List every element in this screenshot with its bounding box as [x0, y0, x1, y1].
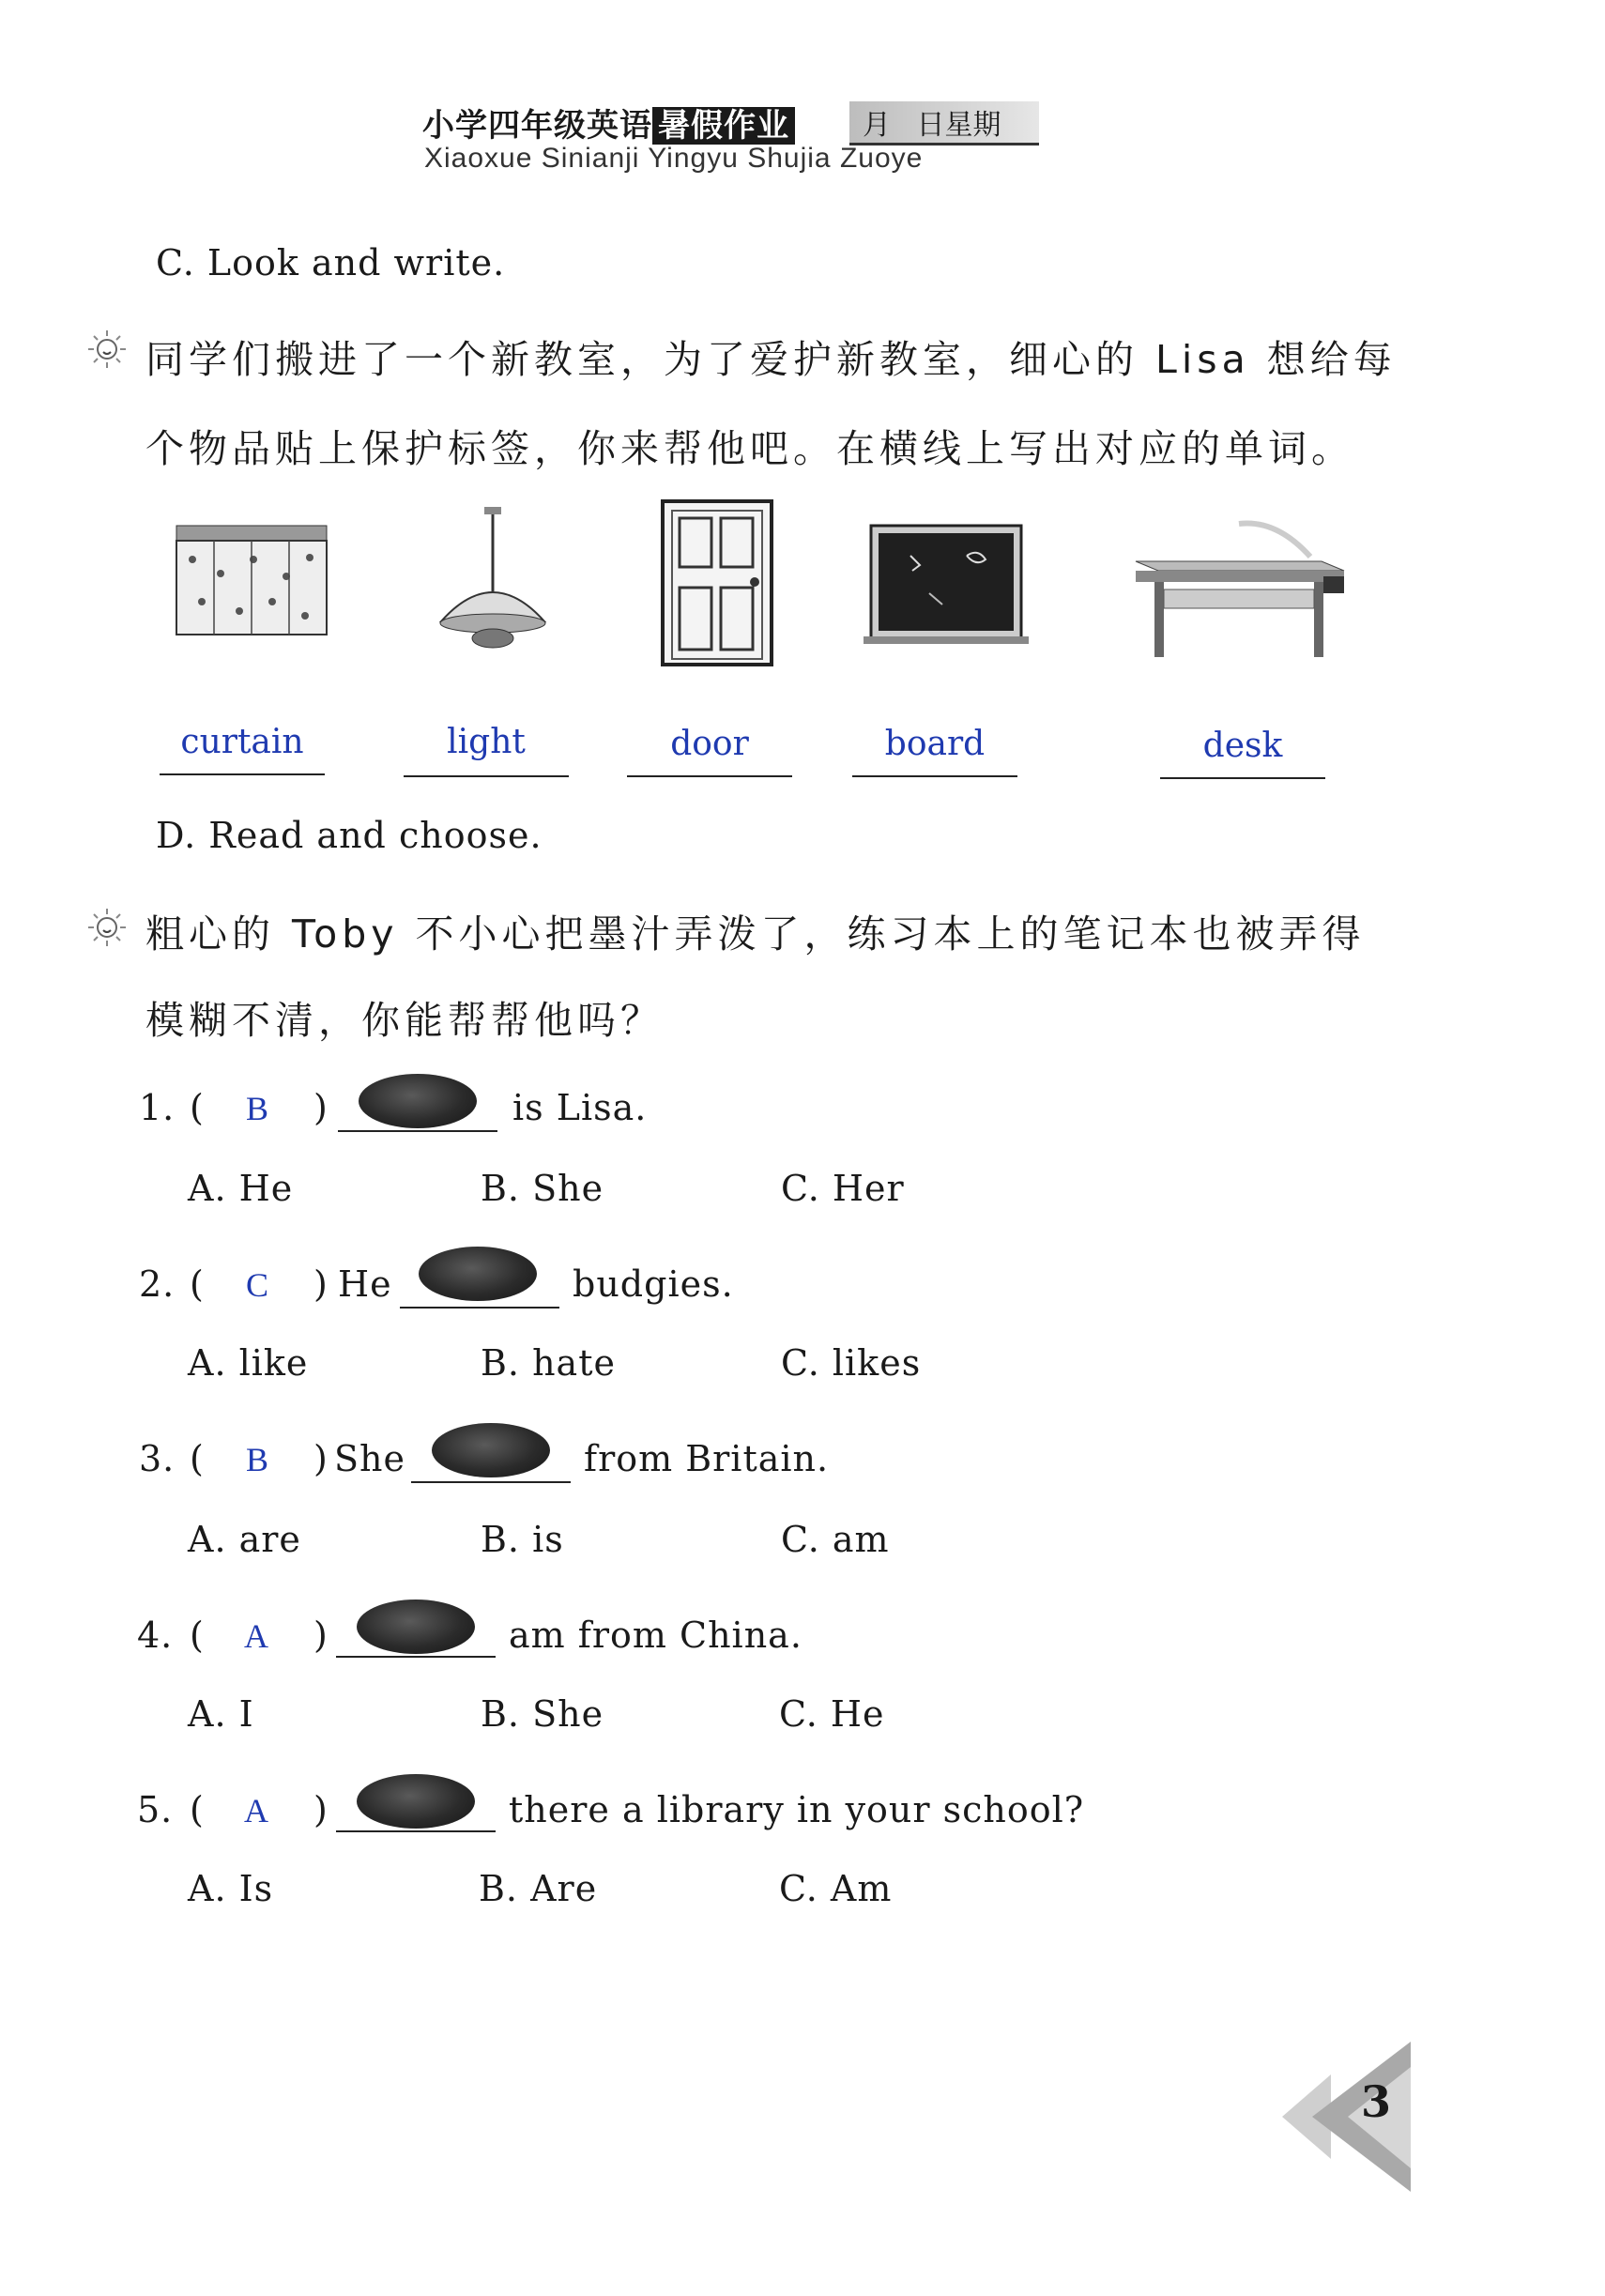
curtain-icon: [169, 522, 334, 644]
sun-icon: [86, 329, 128, 370]
section-d-instruction-1: 粗心的 Toby 不小心把墨汁弄泼了，练习本上的笔记本也被弄得: [145, 911, 1366, 957]
question-2-answer: C: [246, 1266, 269, 1304]
answer-word-2: light: [447, 723, 526, 761]
question-3-number: 3.: [139, 1438, 176, 1479]
blank-line: [400, 1307, 559, 1309]
question-4-open-paren: (: [190, 1615, 205, 1656]
question-5-option-a: A. Is: [188, 1868, 274, 1909]
question-1-after: is Lisa.: [512, 1087, 648, 1128]
question-2-after: budgies.: [573, 1263, 734, 1305]
question-4-close-paren: ): [313, 1615, 329, 1656]
question-1-option-a: A. He: [188, 1168, 294, 1209]
question-3-option-c: C. am: [781, 1519, 890, 1560]
header-date: 月 日星期: [849, 101, 1039, 145]
question-5-answer: A: [244, 1792, 268, 1829]
question-2-option-c: C. likes: [781, 1342, 922, 1384]
question-2-open-paren: (: [190, 1263, 205, 1305]
answer-line-4: [852, 775, 1017, 777]
desk-icon: [1126, 514, 1348, 663]
question-5-after: there a library in your school?: [509, 1789, 1085, 1830]
question-3-after: from Britain.: [584, 1438, 830, 1479]
ink-blot: [357, 1774, 475, 1829]
blank-line: [336, 1656, 496, 1658]
question-5-open-paren: (: [190, 1789, 205, 1830]
question-3-open-paren: (: [190, 1438, 205, 1479]
question-1-close-paren: ): [313, 1087, 329, 1128]
question-4-after: am from China.: [509, 1615, 802, 1656]
section-c-heading: C. Look and write.: [156, 242, 506, 283]
question-4-option-a: A. I: [188, 1693, 254, 1735]
blank-line: [338, 1130, 497, 1132]
question-2-option-b: B. hate: [481, 1342, 616, 1384]
answer-line-3: [627, 775, 792, 777]
answer-word-5: desk: [1202, 727, 1283, 765]
ink-blot: [357, 1600, 475, 1654]
answer-word-4: board: [884, 725, 986, 763]
question-3-close-paren: ): [313, 1438, 329, 1479]
question-2-close-paren: ): [313, 1263, 329, 1305]
question-3-before: She: [334, 1438, 405, 1479]
lamp-icon: [422, 507, 563, 657]
question-4-number: 4.: [137, 1615, 174, 1656]
question-3-option-a: A. are: [188, 1519, 301, 1560]
header-title: [422, 99, 795, 145]
question-5-option-c: C. Am: [779, 1868, 893, 1909]
section-c-instruction-1: 同学们搬进了一个新教室，为了爱护新教室，细心的 Lisa 想给每: [145, 337, 1397, 382]
question-1-option-c: C. Her: [781, 1168, 905, 1209]
page-arrow-icon: [1275, 2037, 1415, 2197]
answer-line-5: [1160, 777, 1325, 779]
page-number: 3: [1361, 2076, 1392, 2127]
question-1-open-paren: (: [190, 1087, 205, 1128]
section-d-instruction-2: 模糊不清，你能帮帮他吗？: [145, 998, 664, 1043]
header-title-dark: 暑假作业: [652, 107, 795, 145]
blank-line: [411, 1481, 571, 1483]
question-1-number: 1.: [139, 1087, 176, 1128]
question-5-number: 5.: [137, 1789, 174, 1830]
question-2-number: 2.: [139, 1263, 176, 1305]
question-5-option-b: B. Are: [479, 1868, 598, 1909]
section-d-heading: D. Read and choose.: [156, 815, 543, 856]
answer-word-1: curtain: [180, 723, 304, 761]
question-2-before: He: [338, 1263, 392, 1305]
header-title-plain: 小学四年级英语: [422, 107, 652, 145]
question-1-option-b: B. She: [481, 1168, 604, 1209]
header-pinyin: Xiaoxue Sinianji Yingyu Shujia Zuoye: [424, 143, 924, 174]
question-4-option-c: C. He: [779, 1693, 885, 1735]
question-4-answer: A: [244, 1617, 268, 1655]
ink-blot: [359, 1074, 477, 1128]
section-c-instruction-2: 个物品贴上保护标签，你来帮他吧。在横线上写出对应的单词。: [145, 426, 1354, 471]
question-2-option-a: A. like: [188, 1342, 309, 1384]
question-1-answer: B: [246, 1090, 269, 1127]
blank-line: [336, 1830, 496, 1832]
question-3-option-b: B. is: [481, 1519, 564, 1560]
answer-line-1: [160, 773, 325, 775]
answer-word-3: door: [670, 725, 749, 763]
question-4-option-b: B. She: [481, 1693, 604, 1735]
question-5-close-paren: ): [313, 1789, 329, 1830]
blackboard-icon: [864, 518, 1032, 650]
question-3-answer: B: [246, 1441, 269, 1478]
door-icon: [659, 497, 777, 668]
answer-line-2: [404, 775, 569, 777]
ink-blot: [432, 1423, 550, 1477]
ink-blot: [419, 1247, 537, 1301]
sun-icon: [86, 907, 128, 948]
